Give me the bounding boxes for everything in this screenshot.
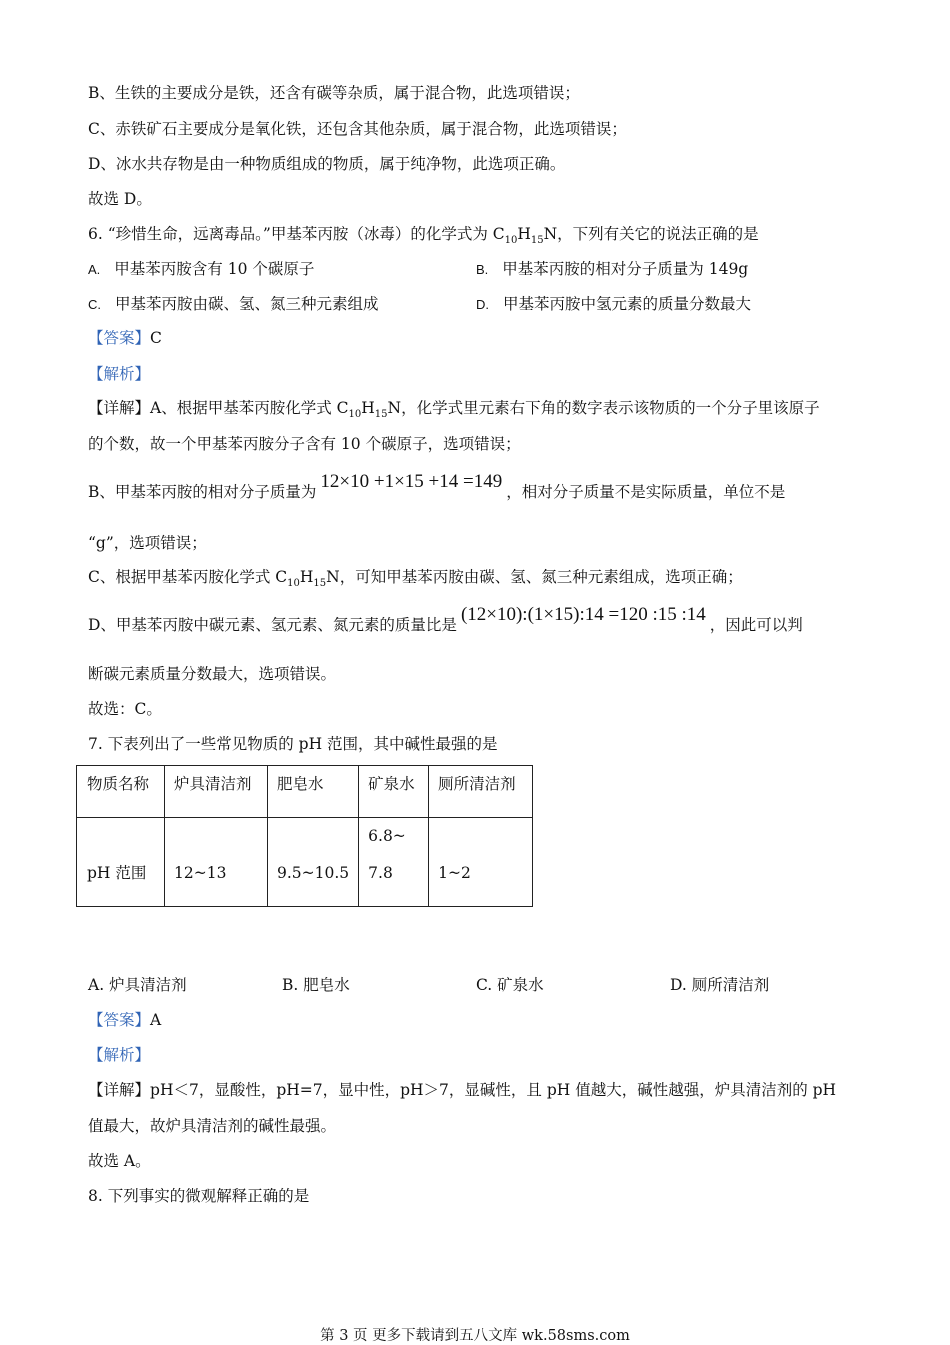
detail-tag: 【详解】	[88, 399, 151, 417]
table-header-cell: 厕所清洁剂	[429, 766, 533, 818]
q6-detail-a: 【详解】A、根据甲基苯丙胺化学式 $C_{10}H_{15}N$，化学式里元素右下角的数字表示该物质的一个分子里该原子	[88, 399, 820, 420]
answer-tag: 【答案】	[88, 1011, 151, 1029]
mass-ratio-formula: (12×10):(1×15):14 =120 :15 :14	[460, 604, 706, 625]
q6-stem: 6. “珍惜生命，远离毒品。”甲基苯丙胺（冰毒）的化学式为 $C_{10}H_{15}N$，下列有关它的说法正确的是	[88, 225, 759, 246]
ph-table	[76, 765, 533, 907]
option-d-explanation: D、冰水共存物是由一种物质组成的物质，属于纯净物，此选项正确。	[88, 155, 566, 173]
table-header-cell: 矿泉水	[359, 766, 429, 818]
table-cell: 12~13	[165, 818, 268, 907]
q7-option-b: B. 肥皂水	[282, 976, 350, 994]
molar-mass-formula: 12×10 +1×15 +14 =149	[320, 471, 503, 492]
table-cell: 9.5~10.5	[268, 818, 359, 907]
q6-detail-d: D、甲基苯丙胺中碳元素、氢元素、氮元素的质量比是 (12×10):(1×15):14 =120 :15 :14 ，因此可以判	[88, 604, 803, 634]
q6-analysis-tag: 【解析】	[88, 365, 151, 383]
table-cell: 6.8~7.8	[359, 818, 429, 907]
q6-detail-a-line2: 的个数，故一个甲基苯丙胺分子含有 10 个碳原子，选项错误；	[88, 435, 521, 453]
q7-option-d: D. 厕所清洁剂	[670, 976, 770, 994]
q6-detail-b-line2: “g”，选项错误；	[88, 534, 207, 552]
q7-detail: 【详解】pH＜7，显酸性，pH=7，显中性，pH＞7，显碱性，且 pH 值越大，碱性越强，炉具清洁剂的 pH	[88, 1081, 837, 1099]
q6-detail-c: C、根据甲基苯丙胺化学式 $C_{10}H_{15}N$，可知甲基苯丙胺由碳、氢、氮三种元素组成，选项正确；	[88, 568, 743, 589]
q7-option-c: C. 矿泉水	[476, 976, 544, 994]
q6-conclusion: 故选：C。	[88, 700, 162, 718]
q6-answer: 【答案】C	[88, 329, 162, 347]
option-c-explanation: C、赤铁矿石主要成分是氧化铁，还包含其他杂质，属于混合物，此选项错误；	[88, 120, 627, 138]
q7-answer: 【答案】A	[88, 1011, 162, 1029]
table-row	[77, 766, 533, 818]
q8-stem: 8. 下列事实的微观解释正确的是	[88, 1187, 310, 1205]
q7-option-a: A. 炉具清洁剂	[88, 976, 187, 994]
option-b-explanation: B、生铁的主要成分是铁，还含有碳等杂质，属于混合物，此选项错误；	[88, 84, 580, 102]
table-header-cell: 炉具清洁剂	[165, 766, 268, 818]
q6-option-d: D. 甲基苯丙胺中氢元素的质量分数最大	[476, 295, 752, 313]
table-header-cell: 物质名称	[77, 766, 165, 818]
q7-stem: 7. 下表列出了一些常见物质的 pH 范围，其中碱性最强的是	[88, 735, 498, 753]
detail-tag: 【详解】	[88, 1081, 151, 1099]
table-cell: pH 范围	[77, 818, 165, 907]
table-header-cell: 肥皂水	[268, 766, 359, 818]
q5-conclusion: 故选 D。	[88, 190, 152, 208]
q7-analysis-tag: 【解析】	[88, 1046, 151, 1064]
table-cell: 1~2	[429, 818, 533, 907]
page-footer: 第 3 页 更多下载请到五八文库 wk.58sms.com	[320, 1328, 630, 1344]
answer-tag: 【答案】	[88, 329, 151, 347]
q7-conclusion: 故选 A。	[88, 1152, 151, 1170]
table-row	[77, 818, 533, 907]
q6-detail-b: B、甲基苯丙胺的相对分子质量为 12×10 +1×15 +14 =149 ，相对分子质量不是实际质量，单位不是	[88, 471, 786, 501]
q7-detail-line2: 值最大，故炉具清洁剂的碱性最强。	[88, 1117, 337, 1135]
q6-option-c: C. 甲基苯丙胺由碳、氢、氮三种元素组成	[88, 295, 379, 313]
q6-option-b: B. 甲基苯丙胺的相对分子质量为 149g	[476, 260, 749, 278]
q6-detail-d-line2: 断碳元素质量分数最大，选项错误。	[88, 665, 337, 683]
q6-option-a: A. 甲基苯丙胺含有 10 个碳原子	[88, 260, 315, 278]
